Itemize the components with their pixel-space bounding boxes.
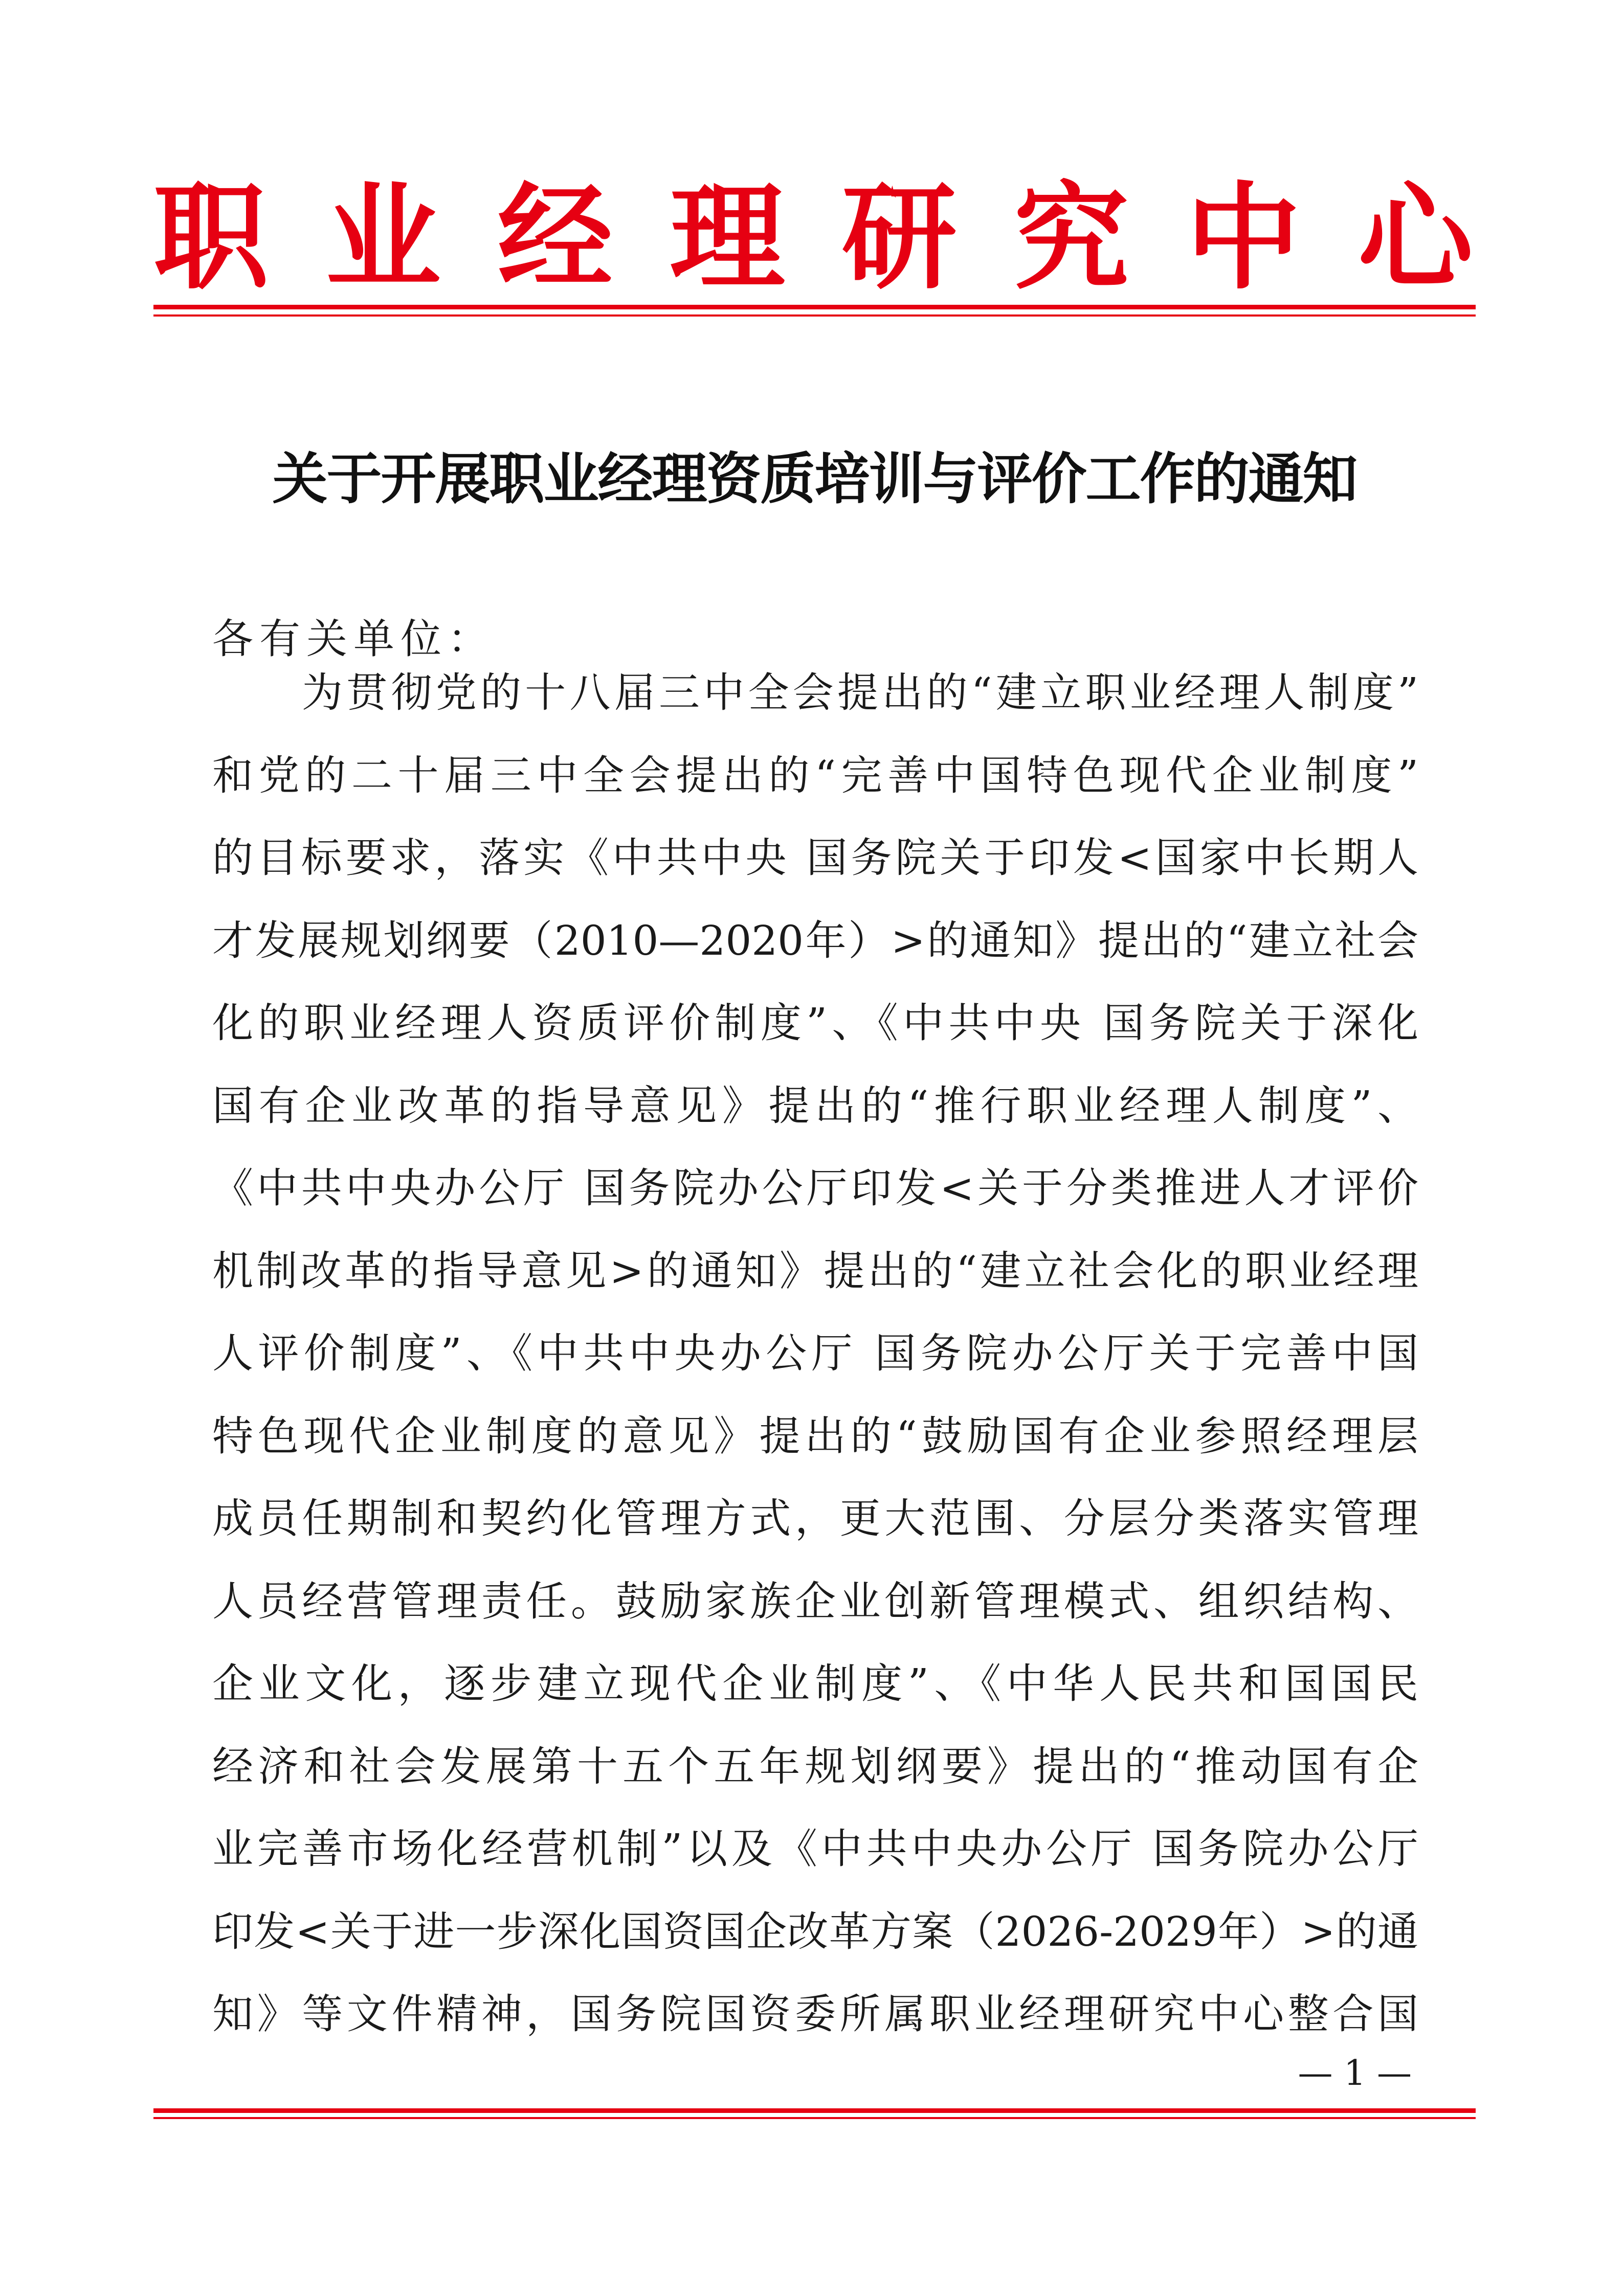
masthead-title	[153, 169, 1473, 307]
masthead-char: 心	[1358, 170, 1473, 305]
body-line: 的目标要求，落实《中共中央 国务院关于印发<国家中长期人	[212, 834, 1418, 882]
footer-divider-thick	[153, 2108, 1476, 2113]
body-line: 知》等文件精神，国务院国资委所属职业经理研究中心整合国	[212, 1990, 1418, 2038]
masthead-char: 研	[841, 170, 957, 305]
footer-divider-thin	[153, 2117, 1476, 2119]
body-line: 《中共中央办公厅 国务院办公厅印发<关于分类推进人才评价	[212, 1164, 1418, 1212]
body-line: 特色现代企业制度的意见》提出的“鼓励国有企业参照经理层	[212, 1412, 1418, 1460]
masthead-divider-thick	[153, 305, 1476, 309]
salutation: 各有关单位：	[212, 615, 495, 663]
body-line: 化的职业经理人资质评价制度”、《中共中央 国务院关于深化	[212, 999, 1418, 1047]
body-line: 国有企业改革的指导意见》提出的“推行职业经理人制度”、	[212, 1082, 1418, 1130]
document-title: 关于开展职业经理资质培训与评价工作的通知	[272, 447, 1357, 511]
masthead-divider-thin	[153, 314, 1476, 317]
masthead-char: 业	[325, 170, 441, 305]
body-line: 为贯彻党的十八届三中全会提出的“建立职业经理人制度”	[302, 669, 1418, 716]
body-line: 才发展规划纲要（2010—2020年）>的通知》提出的“建立社会	[212, 917, 1418, 964]
body-line: 和党的二十届三中全会提出的“完善中国特色现代企业制度”	[212, 752, 1418, 799]
body-line: 人评价制度”、《中共中央办公厅 国务院办公厅关于完善中国	[212, 1330, 1418, 1377]
body-line: 印发<关于进一步深化国资国企改革方案（2026-2029年）>的通	[212, 1908, 1418, 1955]
masthead-char: 中	[1186, 170, 1301, 305]
masthead-char: 理	[670, 170, 785, 305]
page-number: — 1 —	[1298, 2053, 1412, 2094]
body-line: 人员经营管理责任。鼓励家族企业创新管理模式、组织结构、	[212, 1578, 1418, 1625]
body-line: 企业文化，逐步建立现代企业制度”、《中华人民共和国国民	[212, 1660, 1418, 1707]
body-line: 机制改革的指导意见>的通知》提出的“建立社会化的职业经理	[212, 1247, 1418, 1295]
masthead-char: 经	[497, 170, 613, 305]
body-line: 业完善市场化经营机制”以及《中共中央办公厅 国务院办公厅	[212, 1825, 1418, 1873]
masthead-char: 职	[153, 170, 269, 305]
masthead-char: 究	[1014, 170, 1129, 305]
body-line: 经济和社会发展第十五个五年规划纲要》提出的“推动国有企	[212, 1743, 1418, 1790]
body-line: 成员任期制和契约化管理方式，更大范围、分层分类落实管理	[212, 1495, 1418, 1542]
